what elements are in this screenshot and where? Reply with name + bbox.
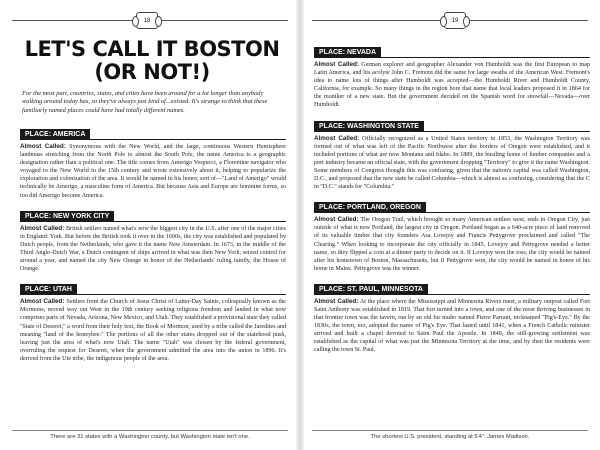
section-new-york-city xyxy=(20,205,286,274)
book-gutter xyxy=(296,0,304,450)
section-nevada xyxy=(314,41,590,110)
section-text: British settlers named what's now the biggest city in the U.S. after one of the major cities in England: York. But before the British took it over in the 1600s, the city was established and populated by Dutch people, from the Netherlands, who gave it the name New Amsterdam. In 1673, in the middle of the Third Anglo-Dutch War, a Dutch contingent of ships arrived in what was then New York, seized control for around a year, and named the city New Orange in honor of the Netherlands' ruling family, the House of Orange. xyxy=(20,225,286,273)
almost-called-label: Almost Called: xyxy=(314,297,359,305)
left-page xyxy=(0,0,296,450)
section-text: At the place where the Mississippi and Minnesota Rivers meet, a military outpost called Fort Saint Anthony was established in 1819. That fort turned into a town, and one of the most thriving businesses in that frontier town was the tavern, run by an old fur trader named Pierre Parrant, nicknamed "Pig's-Eye." By the 1830s, the town, too, adopted the name of Pig's Eye. That lasted until 1841, when a French Catholic minister arrived and built a chapel devoted to Saint Paul the Apostle. In 1849, the still-growing settlement was established as the capital of what was just the Minnesota Territory at the time, and by then the residents were calling the town St. Paul. xyxy=(314,298,590,354)
section-body xyxy=(20,225,286,274)
section-body xyxy=(314,298,590,355)
section-text: Synonymous with the New World, and the large, continuous Western Hemisphere landmass stretching from the North Pole to almost the South Pole, the name America is a geographic designation rather than a political one. The title comes from Amerigo Vespucci, a Florentine navigator who voyaged to the New World in the 15th century and wrote extensively about it, helping to popularize the exploration and colonization of the area. It would be named in his honor, sort of—"Land of Amerigo" would technically be Amerigo, a masculine form of America. But because Asia and Europe are feminine forms, so too did Amerigo become America. xyxy=(20,144,286,199)
section-text: German explorer and geographer Alexander von Humboldt was the first European to map Latin America, and his acolyte John C. Fremont did the same for large swaths of the American West. Fremont's idea to name lots of things after Humboldt was accepted—the Humboldt River and Humboldt County, California, for example. So many things in the region bore that name that local leaders proposed it in 1864 for the moniker of a new state. But the government decided on the Spanish word for snowfall—Nevada—over Humboldt. xyxy=(314,62,590,109)
almost-called-label: Almost Called: xyxy=(20,298,65,306)
footer-fact: There are 31 states with a Washington county, but Washington state isn't one. xyxy=(50,434,250,440)
place-heading: PLACE: NEW YORK CITY xyxy=(20,211,114,222)
left-column xyxy=(20,123,286,368)
section-body xyxy=(314,135,590,192)
section-washington-state xyxy=(314,115,590,192)
place-heading: PLACE: ST. PAUL, MINNESOTA xyxy=(314,284,428,295)
almost-called-label: Almost Called: xyxy=(20,143,66,150)
section-body xyxy=(314,216,590,273)
footer-fact: The shortest U.S. president, standing at 5'4": James Madison. xyxy=(370,434,530,440)
page-title xyxy=(20,38,284,84)
section-utah xyxy=(20,278,286,363)
almost-called-label: Almost Called: xyxy=(314,61,359,68)
title-line-2: (OR NOT!) xyxy=(94,60,210,84)
section-text: The Oregon Trail, which brought so many American settlers west, ends in Oregon City, just outside of what is now Portland, the largest city in Oregon. Portland began as a 640-acre piece of land removed of its valuable timber that city founders Asa Lovejoy and Francis Pettygrove proclaimed and called "The Clearing." When looking to incorporate the city officially in 1845, Lovejoy and Pettygrove needed a better name, so they flipped a coin at a dinner party to decide on it. If Lovejoy won the toss, the city would be named after his hometown of Boston, Massachusetts, but if Pettygrove won, the city would be named in honor of his home in Maine. Pettygrove was the winner. xyxy=(314,217,590,272)
page-number: 19 xyxy=(444,12,466,29)
almost-called-label: Almost Called: xyxy=(314,216,359,224)
page-number: 18 xyxy=(136,12,158,29)
place-heading: PLACE: UTAH xyxy=(20,284,77,295)
right-page xyxy=(304,0,600,450)
almost-called-label: Almost Called: xyxy=(314,134,360,142)
section-text: Settlers from the Church of Jesus Christ of Latter-Day Saints, colloquially known as the Mormons, moved way out West in the 19th century seeking religious freedom and landed in what now comprises parts of Nevada, Arizona, New Mexico, and Utah. They established a provisional state they called "State of Deseret," a word from their holy text, the Book of Mormon, used by a tribe called the Jaredites and meaning "land of the honeybee." The portions of all the other states dropped out of the statehood push, leaving just the area of what's now Utah. The name "Utah" was chosen by the federal government, overruling the request for Deseret, when the government admitted the area into the union in 1896. It's derived from the Ute tribe, the indigenous people of the area. xyxy=(20,299,286,362)
section-body xyxy=(314,61,590,110)
section-text: Officially recognized as a United States territory in 1853, the Washington Territory was formed out of what was left of the Pacific Northwest after the borders of Oregon were established, and it included portions of what are now Montana and Idaho. In 1889, the bustling home of lumber companies and a port industry became an official state, with the government dropping "Territory" to give it the name Washington. Some members of Congress thought this was confusing, given that the nation's capital was called Washington, D.C., and proposed that the new state be called Columbia—which is almost as confusing, considering that the C in "D.C." stands for "Columbia." xyxy=(314,135,590,191)
title-line-1: LET'S CALL IT BOSTON xyxy=(24,37,280,61)
intro-paragraph: For the most part, countries, states, and cities have been around for a lot longer than anybody walking around today has, so they've always just kind of...existed. It's strange to think that these familiarly named places could have had totally different names. xyxy=(22,90,268,114)
place-heading: PLACE: WASHINGTON STATE xyxy=(314,121,424,132)
section-st-paul-minnesota xyxy=(314,278,590,355)
section-body xyxy=(20,298,286,363)
footer-rule xyxy=(12,430,288,431)
place-heading: PLACE: PORTLAND, OREGON xyxy=(314,202,426,213)
section-body xyxy=(20,143,286,200)
section-portland-oregon xyxy=(314,196,590,273)
section-america xyxy=(20,123,286,200)
almost-called-label: Almost Called: xyxy=(20,224,65,232)
place-heading: PLACE: AMERICA xyxy=(20,129,90,140)
footer-rule xyxy=(312,430,588,431)
place-heading: PLACE: NEVADA xyxy=(314,47,381,58)
right-column xyxy=(314,41,590,360)
